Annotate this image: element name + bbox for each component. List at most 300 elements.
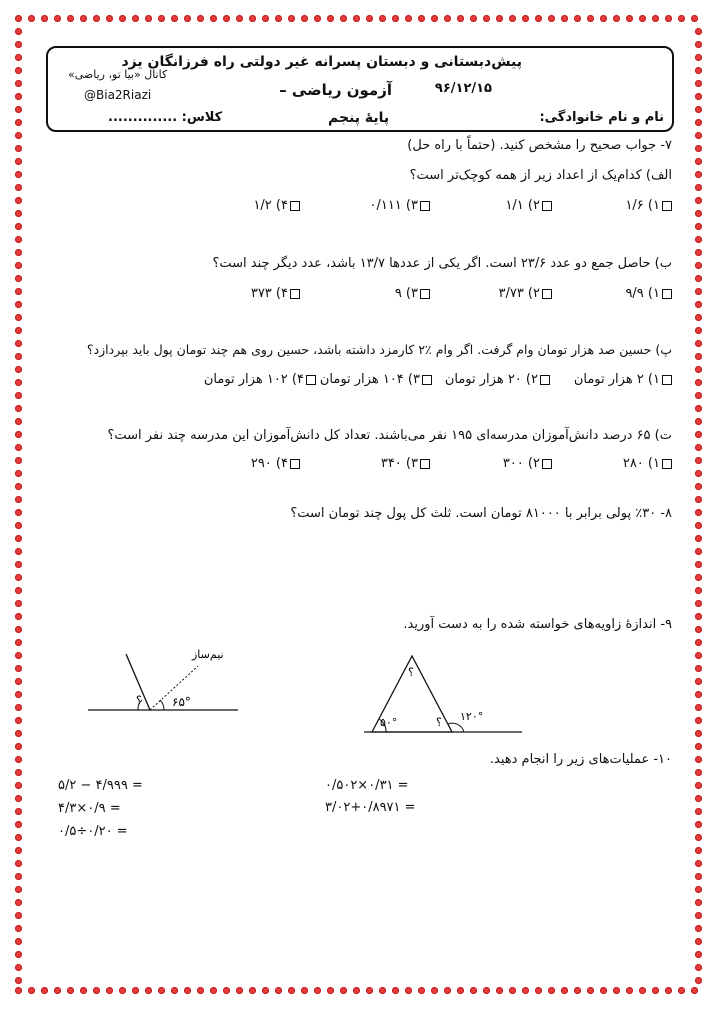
border-dot [15,28,22,35]
border-dot [626,15,633,22]
question-7c: پ) حسین صد هزار تومان وام گرفت. اگر وام ٪۲ کارمزد داشته باشد، حسین روی هم چند تومان پول باید بپردازد؟ [86,342,672,357]
border-dot [262,15,269,22]
border-dot [197,987,204,994]
border-dot [695,717,702,724]
grade-label: پایهٔ پنجم [328,110,390,126]
border-dot [695,119,702,126]
border-dot [522,987,529,994]
q7d-option-1[interactable]: ۱) ۲۸۰ [623,456,672,471]
border-dot [665,987,672,994]
border-dot [132,987,139,994]
checkbox-icon[interactable] [662,375,672,385]
border-dot [15,470,22,477]
border-dot [548,987,555,994]
border-dot [340,987,347,994]
checkbox-icon[interactable] [290,459,300,469]
border-dot [457,15,464,22]
checkbox-icon[interactable] [542,201,552,211]
border-dot [15,535,22,542]
border-dot [15,600,22,607]
border-dot [288,987,295,994]
border-dot [695,964,702,971]
border-dot [561,15,568,22]
border-dot [15,678,22,685]
q7c-option-3[interactable]: ۳) ۱۰۴ هزار تومان [320,372,432,387]
border-dot [392,15,399,22]
border-dot [695,301,702,308]
border-dot [695,678,702,685]
border-dot [80,987,87,994]
calc-right-2: ۳/۰۲+۰/۸۹۷۱ = [325,800,416,815]
q7d-option-2[interactable]: ۲) ۳۰۰ [503,456,552,471]
border-dot [444,15,451,22]
q7b-option-4[interactable]: ۴) ۳۷۳ [251,286,300,301]
checkbox-icon[interactable] [542,459,552,469]
border-dot [15,873,22,880]
border-dot [301,987,308,994]
border-dot [15,15,22,22]
border-dot [15,899,22,906]
exterior-angle-label: ۱۲۰° [460,710,484,723]
left-angle-label: ۵۰° [380,716,398,729]
interior-unknown-label: ؟ [436,716,442,729]
border-dot [15,197,22,204]
border-dot [695,327,702,334]
border-dot [678,987,685,994]
border-dot [548,15,555,22]
border-dot [496,15,503,22]
border-dot [145,15,152,22]
border-dot [695,249,702,256]
border-dot [119,987,126,994]
border-dot [457,987,464,994]
border-dot [93,15,100,22]
border-dot [695,353,702,360]
border-dot [392,987,399,994]
border-dot [15,730,22,737]
q7c-option-1[interactable]: ۱) ۲ هزار تومان [574,372,672,387]
q7a-option-3[interactable]: ۳) ۰/۱۱۱ [369,198,430,213]
border-dot [379,15,386,22]
border-dot [184,15,191,22]
border-dot [695,262,702,269]
border-dot [249,987,256,994]
border-dot [236,987,243,994]
border-dot [15,379,22,386]
border-dot [15,184,22,191]
border-dot [613,987,620,994]
border-dot [15,418,22,425]
border-dot [67,987,74,994]
border-dot [15,987,22,994]
question-7-title: ۷- جواب صحیح را مشخص کنید. (حتماً با راه حل) [407,138,672,153]
border-dot [695,132,702,139]
border-dot [15,314,22,321]
border-dot [197,15,204,22]
border-dot [600,987,607,994]
border-dot [15,561,22,568]
border-dot [15,795,22,802]
border-dot [587,987,594,994]
border-dot [288,15,295,22]
border-dot [15,821,22,828]
calc-left-2: ۴/۳×۰/۹ = [58,801,121,816]
question-7d: ت) ۶۵ درصد دانش‌آموزان مدرسه‌ای ۱۹۵ نفر می‌باشند. تعداد کل دانش‌آموزان این مدرسه چند نفر است؟ [107,428,672,443]
border-dot [695,847,702,854]
checkbox-icon[interactable] [662,459,672,469]
border-dot [695,834,702,841]
border-dot [695,665,702,672]
border-dot [695,41,702,48]
border-dot [15,704,22,711]
border-dot [695,860,702,867]
border-dot [327,987,334,994]
bisector-label: نیم‌ساز [192,648,224,661]
border-dot [41,987,48,994]
border-dot [695,431,702,438]
border-dot [695,821,702,828]
border-dot [695,509,702,516]
border-dot [106,987,113,994]
border-dot [275,15,282,22]
border-dot [652,987,659,994]
border-dot [600,15,607,22]
border-dot [15,782,22,789]
border-dot [691,987,698,994]
border-dot [695,951,702,958]
question-7a: الف) کدام‌یک از اعداد زیر از همه کوچک‌تر است؟ [409,168,672,183]
calc-left-3: ۰/۵÷۰/۲۰ = [58,824,128,839]
border-dot [695,522,702,529]
border-dot [15,301,22,308]
border-dot [695,873,702,880]
border-dot [15,223,22,230]
border-dot [314,987,321,994]
border-dot [405,15,412,22]
border-dot [158,987,165,994]
checkbox-icon[interactable] [420,201,430,211]
border-dot [626,987,633,994]
border-dot [695,782,702,789]
border-dot [695,314,702,321]
border-dot [340,15,347,22]
border-dot [119,15,126,22]
border-dot [223,987,230,994]
border-dot [652,15,659,22]
border-dot [695,145,702,152]
border-dot [210,987,217,994]
border-dot [15,366,22,373]
border-dot [15,665,22,672]
border-dot [80,15,87,22]
border-dot [695,561,702,568]
border-dot [483,987,490,994]
question-7b: ب) حاصل جمع دو عدد ۲۳/۶ است. اگر یکی از عددها ۱۳/۷ باشد، عدد دیگر چند است؟ [212,256,672,271]
border-dot [496,987,503,994]
border-dot [158,15,165,22]
border-dot [695,158,702,165]
border-dot [41,15,48,22]
border-dot [695,379,702,386]
border-dot [15,67,22,74]
border-dot [262,987,269,994]
border-dot [695,795,702,802]
checkbox-icon[interactable] [662,289,672,299]
border-dot [695,808,702,815]
question-8: ۸- ٪۳۰ پولی برابر با ۸۱۰۰۰ تومان است. ثلث کل پول چند تومان است؟ [290,506,672,521]
border-dot [695,652,702,659]
border-dot [695,28,702,35]
border-dot [695,392,702,399]
border-dot [15,886,22,893]
border-dot [15,743,22,750]
border-dot [15,574,22,581]
top-angle-label: ؟ [408,666,414,679]
q7c-option-4[interactable]: ۴) ۱۰۲ هزار تومان [204,372,316,387]
border-dot [366,987,373,994]
border-dot [15,587,22,594]
border-dot [665,15,672,22]
border-dot [15,938,22,945]
border-dot [15,652,22,659]
border-dot [695,171,702,178]
border-dot [15,496,22,503]
border-dot [15,457,22,464]
border-dot [301,15,308,22]
border-dot [695,236,702,243]
border-dot [353,987,360,994]
border-dot [15,483,22,490]
border-dot [695,574,702,581]
border-dot [695,600,702,607]
calc-right-1: ۰/۵۰۲×۰/۳۱ = [325,778,409,793]
border-dot [223,15,230,22]
border-dot [54,15,61,22]
border-dot [15,912,22,919]
border-dot [535,15,542,22]
border-dot [15,691,22,698]
border-dot [15,717,22,724]
border-dot [15,93,22,100]
border-dot [695,587,702,594]
border-dot [695,912,702,919]
q7b-option-3[interactable]: ۳) ۹ [395,286,430,301]
border-dot [695,886,702,893]
border-dot [15,327,22,334]
border-dot [15,41,22,48]
border-dot [15,847,22,854]
border-dot [15,353,22,360]
checkbox-icon[interactable] [290,289,300,299]
border-dot [695,535,702,542]
border-dot [15,444,22,451]
border-dot [184,987,191,994]
border-dot [15,626,22,633]
border-dot [695,743,702,750]
border-dot [695,197,702,204]
border-dot [132,15,139,22]
student-name-field: نام و نام خانوادگی: [539,110,664,125]
border-dot [509,15,516,22]
checkbox-icon[interactable] [540,375,550,385]
border-dot [379,987,386,994]
q7d-option-3[interactable]: ۳) ۳۴۰ [381,456,430,471]
border-dot [15,860,22,867]
border-dot [695,67,702,74]
border-dot [327,15,334,22]
border-dot [695,288,702,295]
border-dot [483,15,490,22]
border-dot [639,15,646,22]
border-dot [639,987,646,994]
question-10: ۱۰- عملیات‌های زیر را انجام دهید. [489,752,672,767]
border-dot [695,756,702,763]
border-dot [695,977,702,984]
border-dot [695,899,702,906]
border-dot [145,987,152,994]
channel-handle: @Bia2Riazi [84,88,152,102]
checkbox-icon[interactable] [290,201,300,211]
exam-title: آزمون ریاضی – [279,81,392,99]
checkbox-icon[interactable] [306,375,316,385]
q7a-option-4[interactable]: ۴) ۱/۲ [253,198,300,213]
border-dot [431,15,438,22]
border-dot [15,925,22,932]
border-dot [418,15,425,22]
checkbox-icon[interactable] [420,459,430,469]
border-dot [695,483,702,490]
class-field: کلاس: .............. [108,110,223,125]
figure-triangle [360,648,526,740]
border-dot [15,210,22,217]
border-dot [15,119,22,126]
border-dot [15,340,22,347]
border-dot [695,548,702,555]
border-dot [695,925,702,932]
border-dot [695,340,702,347]
border-dot [366,15,373,22]
channel-label: کانال «بیا تو، ریاضی» [68,68,168,81]
border-dot [249,15,256,22]
border-dot [15,236,22,243]
border-dot [695,704,702,711]
border-dot [15,756,22,763]
border-dot [695,418,702,425]
border-dot [93,987,100,994]
border-dot [695,730,702,737]
q7d-option-4[interactable]: ۴) ۲۹۰ [251,456,300,471]
border-dot [574,15,581,22]
border-dot [695,457,702,464]
border-dot [353,15,360,22]
border-dot [15,769,22,776]
border-dot [695,639,702,646]
border-dot [418,987,425,994]
border-dot [691,15,698,22]
border-dot [535,987,542,994]
border-dot [695,54,702,61]
border-dot [275,987,282,994]
border-dot [15,522,22,529]
border-dot [15,548,22,555]
angle-arc-right [160,700,164,710]
border-dot [28,15,35,22]
border-dot [695,626,702,633]
border-dot [236,15,243,22]
border-dot [15,171,22,178]
checkbox-icon[interactable] [542,289,552,299]
border-dot [695,470,702,477]
border-dot [695,691,702,698]
border-dot [15,262,22,269]
border-dot [15,158,22,165]
border-dot [15,431,22,438]
calc-left-1: ۵/۲ − ۴/۹۹۹ = [58,778,143,793]
border-dot [28,987,35,994]
border-dot [54,987,61,994]
q7a-option-1[interactable]: ۱) ۱/۶ [625,198,672,213]
border-dot [106,15,113,22]
border-dot [695,938,702,945]
border-dot [15,977,22,984]
q7b-option-2[interactable]: ۲) ۳/۷۳ [498,286,552,301]
border-dot [15,80,22,87]
border-dot [431,987,438,994]
border-dot [15,145,22,152]
border-dot [695,405,702,412]
border-dot [15,834,22,841]
border-dot [15,613,22,620]
border-dot [695,444,702,451]
border-dot [470,15,477,22]
border-dot [695,80,702,87]
border-dot [587,15,594,22]
figure-bisector-angle [80,640,245,720]
border-dot [470,987,477,994]
border-dot [695,223,702,230]
border-dot [695,106,702,113]
border-dot [695,275,702,282]
border-dot [695,769,702,776]
border-dot [695,613,702,620]
border-dot [15,639,22,646]
border-dot [522,15,529,22]
border-dot [67,15,74,22]
border-dot [15,405,22,412]
border-dot [509,987,516,994]
border-dot [695,366,702,373]
q7a-option-2[interactable]: ۲) ۱/۱ [505,198,552,213]
border-dot [695,496,702,503]
q7c-option-2[interactable]: ۲) ۲۰ هزار تومان [445,372,550,387]
border-dot [695,210,702,217]
border-dot [15,288,22,295]
checkbox-icon[interactable] [422,375,432,385]
border-dot [15,808,22,815]
checkbox-icon[interactable] [420,289,430,299]
border-dot [15,509,22,516]
checkbox-icon[interactable] [662,201,672,211]
exam-date: ۹۶/۱۲/۱۵ [434,81,492,96]
border-dot [444,987,451,994]
border-dot [15,132,22,139]
border-dot [15,951,22,958]
border-dot [15,392,22,399]
q7b-option-1[interactable]: ۱) ۹/۹ [625,286,672,301]
border-dot [613,15,620,22]
border-dot [561,987,568,994]
border-dot [695,93,702,100]
